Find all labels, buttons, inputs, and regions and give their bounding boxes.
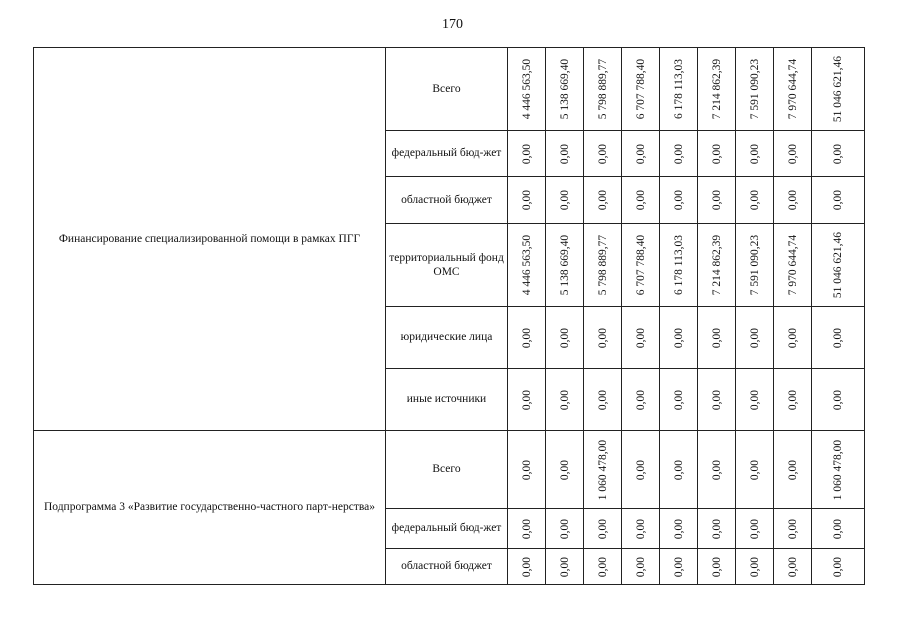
value-cell: 0,00 xyxy=(596,143,609,164)
source-label: иные источники xyxy=(386,369,508,431)
value-cell: 0,00 xyxy=(710,556,723,577)
value-cell: 0,00 xyxy=(831,389,844,410)
source-label: федеральный бюд-жет xyxy=(386,509,508,549)
block-name: Финансирование специализированной помощи в рамках ПГГ xyxy=(34,48,386,431)
value-cell: 5 798 889,77 xyxy=(596,234,609,296)
value-cell: 0,00 xyxy=(672,143,685,164)
value-cell: 0,00 xyxy=(831,327,844,348)
value-cell: 0,00 xyxy=(520,189,533,211)
value-cell: 0,00 xyxy=(558,518,571,539)
value-cell: 0,00 xyxy=(520,518,533,539)
value-cell: 0,00 xyxy=(786,143,799,164)
value-cell: 0,00 xyxy=(634,459,647,480)
value-cell: 0,00 xyxy=(596,189,609,211)
value-cell: 0,00 xyxy=(786,389,799,410)
value-cell: 0,00 xyxy=(710,459,723,480)
value-cell: 0,00 xyxy=(672,518,685,539)
value-cell: 6 707 788,40 xyxy=(634,58,647,120)
value-cell: 0,00 xyxy=(596,518,609,539)
value-cell: 5 138 669,40 xyxy=(558,58,571,120)
value-cell: 0,00 xyxy=(558,143,571,164)
value-cell: 7 214 862,39 xyxy=(710,234,723,296)
value-cell: 0,00 xyxy=(748,459,761,480)
value-cell: 0,00 xyxy=(634,389,647,410)
value-cell: 0,00 xyxy=(710,189,723,211)
value-cell: 0,00 xyxy=(831,143,844,164)
value-cell: 0,00 xyxy=(748,189,761,211)
value-cell: 51 046 621,46 xyxy=(831,55,844,123)
value-cell: 6 178 113,03 xyxy=(672,59,685,119)
value-cell: 7 591 090,23 xyxy=(748,234,761,296)
value-cell: 0,00 xyxy=(748,327,761,348)
value-cell: 0,00 xyxy=(786,327,799,348)
value-cell: 0,00 xyxy=(786,459,799,480)
value-cell: 0,00 xyxy=(520,327,533,348)
value-cell: 0,00 xyxy=(710,518,723,539)
table-row xyxy=(34,431,865,509)
value-cell: 51 046 621,46 xyxy=(831,231,844,299)
value-cell: 0,00 xyxy=(831,518,844,539)
value-cell: 6 178 113,03 xyxy=(672,235,685,295)
value-cell: 0,00 xyxy=(596,556,609,577)
value-cell: 0,00 xyxy=(710,389,723,410)
value-cell: 0,00 xyxy=(710,143,723,164)
value-cell: 4 446 563,50 xyxy=(520,234,533,296)
source-label: федеральный бюд-жет xyxy=(386,131,508,177)
table-row xyxy=(34,48,865,131)
source-label: Всего xyxy=(386,431,508,509)
value-cell: 0,00 xyxy=(558,389,571,410)
value-cell: 0,00 xyxy=(672,556,685,577)
value-cell: 0,00 xyxy=(558,556,571,577)
source-label: областной бюджет xyxy=(386,177,508,224)
value-cell: 5 798 889,77 xyxy=(596,58,609,120)
value-cell: 0,00 xyxy=(748,143,761,164)
value-cell: 0,00 xyxy=(786,518,799,539)
value-cell: 0,00 xyxy=(831,189,844,211)
value-cell: 6 707 788,40 xyxy=(634,234,647,296)
value-cell: 0,00 xyxy=(520,556,533,577)
source-label: территориальный фонд ОМС xyxy=(386,224,508,307)
value-cell: 0,00 xyxy=(672,327,685,348)
value-cell: 7 214 862,39 xyxy=(710,58,723,120)
value-cell: 1 060 478,00 xyxy=(831,439,844,500)
value-cell: 0,00 xyxy=(520,143,533,164)
value-cell: 0,00 xyxy=(596,327,609,348)
value-cell: 0,00 xyxy=(634,189,647,211)
value-cell: 0,00 xyxy=(672,189,685,211)
value-cell: 7 591 090,23 xyxy=(748,58,761,120)
value-cell: 0,00 xyxy=(831,556,844,577)
value-cell: 0,00 xyxy=(634,327,647,348)
value-cell: 0,00 xyxy=(558,459,571,480)
value-cell: 0,00 xyxy=(520,459,533,480)
source-label: юридические лица xyxy=(386,307,508,369)
value-cell: 0,00 xyxy=(748,389,761,410)
value-cell: 0,00 xyxy=(520,389,533,410)
value-cell: 0,00 xyxy=(672,459,685,480)
source-label: областной бюджет xyxy=(386,549,508,585)
value-cell: 0,00 xyxy=(710,327,723,348)
value-cell: 0,00 xyxy=(634,143,647,164)
value-cell: 0,00 xyxy=(558,327,571,348)
value-cell: 0,00 xyxy=(634,518,647,539)
value-cell: 0,00 xyxy=(786,189,799,211)
value-cell: 7 970 644,74 xyxy=(786,234,799,296)
value-cell: 4 446 563,50 xyxy=(520,58,533,120)
value-cell: 0,00 xyxy=(558,189,571,211)
source-label: Всего xyxy=(386,48,508,131)
value-cell: 5 138 669,40 xyxy=(558,234,571,296)
value-cell: 0,00 xyxy=(672,389,685,410)
financing-table xyxy=(33,47,865,585)
value-cell: 0,00 xyxy=(786,556,799,577)
value-cell: 1 060 478,00 xyxy=(596,439,609,500)
value-cell: 0,00 xyxy=(596,389,609,410)
page-number: 170 xyxy=(442,17,463,32)
value-cell: 0,00 xyxy=(748,518,761,539)
value-cell: 0,00 xyxy=(634,556,647,577)
value-cell: 0,00 xyxy=(748,556,761,577)
block-name: Подпрограмма 3 «Развитие государственно-частного парт-нерства» xyxy=(34,431,386,585)
value-cell: 7 970 644,74 xyxy=(786,58,799,120)
